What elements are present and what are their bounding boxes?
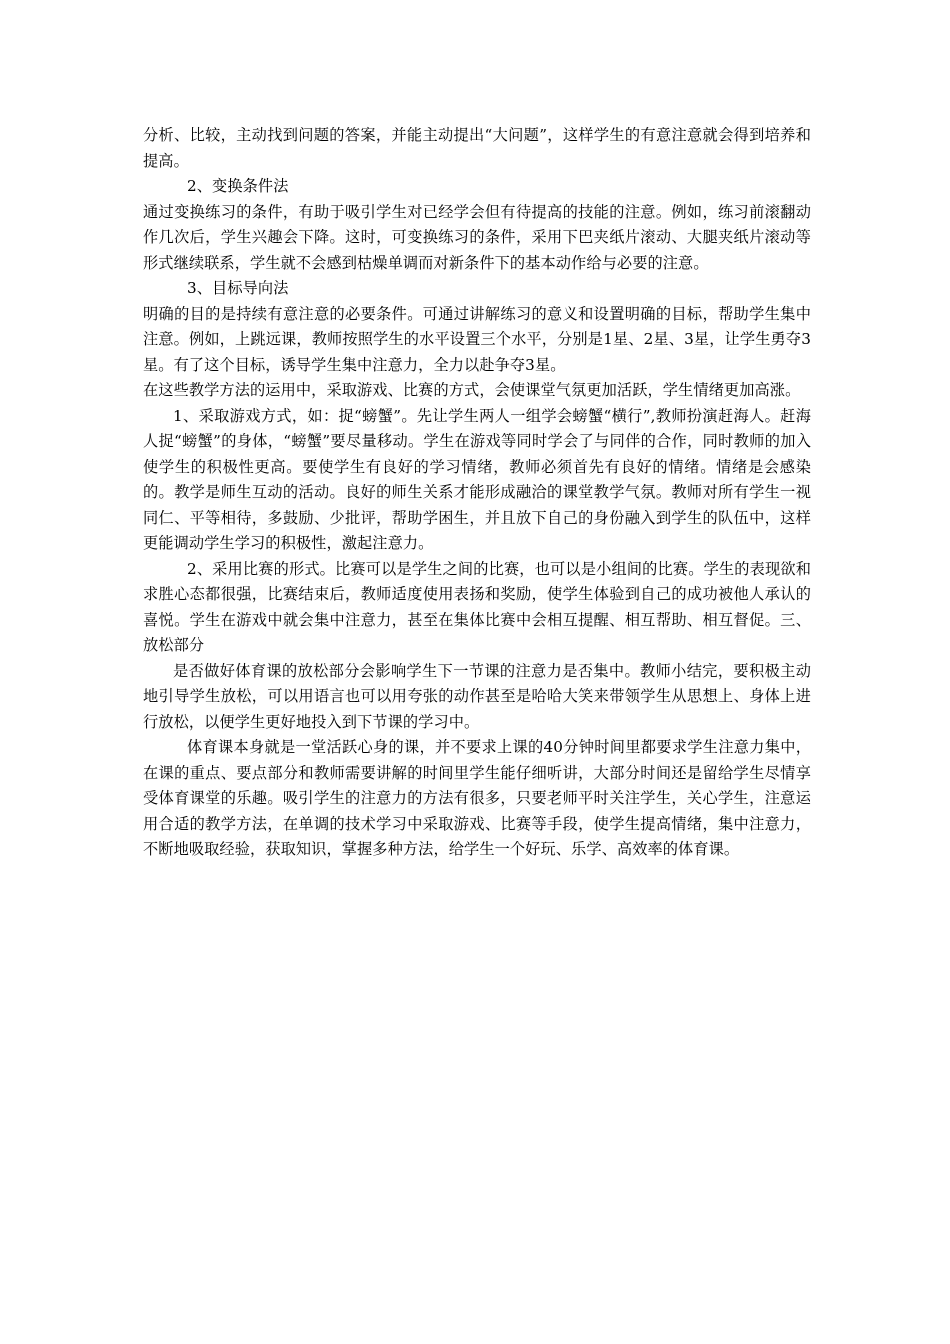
paragraph-methods-summary: 在这些教学方法的运用中，采取游戏、比赛的方式，会使课堂气氛更加活跃，学生情绪更加高涨。 [143,381,801,399]
paragraph-method-2: 通过变换练习的条件，有助于吸引学生对已经学会但有待提高的技能的注意。例如，练习前滚翻动作几次后，学生兴趣会下降。这时，可变换练习的条件，采用下巴夹纸片滚动、大腿夹纸片滚动等形式继续联系，学生就不会感到枯燥单调而对新条件下的基本动作给与必要的注意。 [143,202,811,272]
paragraph-relaxation: 是否做好体育课的放松部分会影响学生下一节课的注意力是否集中。教师小结完，要积极主动地引导学生放松，可以用语言也可以用夸张的动作甚至是哈哈大笑来带领学生从思想上、身体上进行放松，以便学生更好地投入到下节课的学习中。 [143,661,811,731]
paragraph-intro-continuation: 分析、比较，主动找到问题的答案，并能主动提出“大问题”，这样学生的有意注意就会得到培养和提高。 [143,126,811,170]
paragraph-competition-method: 2、采用比赛的形式。比赛可以是学生之间的比赛，也可以是小组间的比赛。学生的表现欲和求胜心态都很强，比赛结束后，教师适度使用表扬和奖励，使学生体验到自己的成功被他人承认的喜悦。学生在游戏中就会集中注意力，甚至在集体比赛中会相互提醒、相互帮助、相互督促。三、放松部分 [143,559,811,654]
heading-method-2: 2、变换条件法 [187,177,289,195]
document-body [143,123,811,863]
paragraph-method-3: 明确的目的是持续有意注意的必要条件。可通过讲解练习的意义和设置明确的目标，帮助学生集中注意。例如，上跳远课，教师按照学生的水平设置三个水平，分别是1星、2星、3星，让学生勇夺3星。有了这个目标，诱导学生集中注意力，全力以赴争夺3星。 [143,304,811,374]
paragraph-game-method: 1、采取游戏方式，如：捉“螃蟹”。先让学生两人一组学会螃蟹“横行”,教师扮演赶海人。赶海人捉“螃蟹”的身体，“螃蟹”要尽量移动。学生在游戏等同时学会了与同伴的合作，同时教师的加入使学生的积极性更高。要使学生有良好的学习情绪，教师必须首先有良好的情绪。情绪是会感染的。教学是师生互动的活动。良好的师生关系才能形成融洽的课堂教学气氛。教师对所有学生一视同仁、平等相待，多鼓励、少批评，帮助学困生，并且放下自己的身份融入到学生的队伍中，这样更能调动学生学习的积极性，激起注意力。 [143,406,811,552]
heading-method-3: 3、目标导向法 [187,279,289,297]
paragraph-conclusion: 体育课本身就是一堂活跃心身的课，并不要求上课的40分钟时间里都要求学生注意力集中，在课的重点、要点部分和教师需要讲解的时间里学生能仔细听讲，大部分时间还是留给学生尽情享受体育课堂的乐趣。吸引学生的注意力的方法有很多，只要老师平时关注学生，关心学生，注意运用合适的教学方法，在单调的技术学习中采取游戏、比赛等手段，使学生提高情绪，集中注意力，不断地吸取经验，获取知识，掌握多种方法，给学生一个好玩、乐学、高效率的体育课。 [143,738,811,858]
